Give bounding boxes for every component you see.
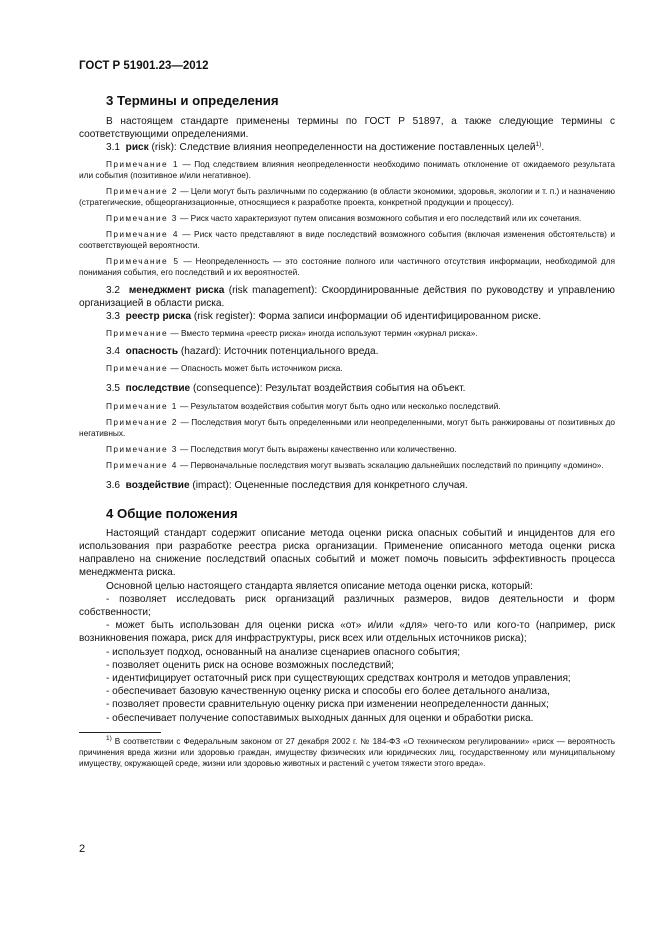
note-text: — Вместо термина «реестр риска» иногда используют термин «журнал риска». [168,328,478,339]
term-definition: (risk register): Форма записи информации об идентифицированном риске. [191,311,542,323]
note-3-1-4 [79,229,615,251]
note-label: Примечание 5 [106,255,180,266]
term-name: опасность [125,346,179,358]
term-definition: (consequence): Результат воздействия события на объект. [190,383,466,395]
term-3-4 [79,345,615,358]
term-3-1: 3.1 риск (risk): Следствие влияния неопределенности на достижение поставленных целей$^{1)}$. [106,141,545,154]
footnote-ref: 1) [535,141,542,149]
term-definition: (impact): Оцененные последствия для конкретного случая. [189,479,468,491]
term-definition: (risk): Следствие влияния неопределенности на достижение поставленных целей [148,142,536,154]
term-number: 3.1 [106,142,121,154]
note-text: — Первоначальные последствия могут вызвать эскалацию дальнейших последствий по принципу «домино». [177,459,604,470]
note-3-3 [79,328,615,339]
term-3-2 [79,284,615,310]
list-item: - позволяет оценить риск на основе возможных последствий; [106,659,394,671]
footnote [79,736,615,769]
term-3-6 [79,479,615,492]
footnote-text: В соответствии с Федеральным законом от 27 декабря 2002 г. № 184-ФЗ «О техническом регулировании» «риск — вероятность причинения вреда жизни или здоровью граждан, имуществу физических или юридических лиц, государственному или муниципальному имуществу, окружающей среде, жизни или здоровью животных и растений с учетом тяжести этого вреда». [79,736,615,768]
list-item: - может быть использован для оценки риска «от» и/или «для» чего-то или кого-то (например, риск возникновения пожара, риск для инфраструктуры, риск всех или отдельных источников риска); [79,620,615,645]
term-number: 3.3 [106,311,121,323]
term-number: 3.6 [106,479,121,491]
section-3-title: 3 Термины и определения [106,93,279,108]
note-3-5-2 [79,417,615,439]
note-3-1-1 [79,159,615,181]
list-item: - идентифицирует остаточный риск при существующих средствах контроля и методов управления; [106,673,571,685]
term-name: воздействие [125,479,190,491]
note-text: — Под следствием влияния неопределенности необходимо понимать отклонение от ожидаемого результата или события (позитивное и/или негативное). [79,158,615,180]
list-item: - позволяет исследовать риск организаций различных размеров, видов деятельности и форм собственности; [79,593,615,619]
term-number: 3.5 [106,383,121,395]
note-label: Примечание 4 [106,228,179,239]
note-text: — Риск часто характеризуют путем описания возможного события и его последствий или их сочетания. [177,212,582,223]
note-3-1-2 [79,186,615,208]
note-3-5-1 [79,401,615,412]
list-item: - обеспечивает базовую качественную оценку риска и способы его более детального анализа, [106,686,550,698]
method-features-list [79,593,615,725]
term-name: менеджмент риска [128,284,225,296]
note-text: — Результатом воздействия события могут быть одно или несколько последствий. [177,400,501,411]
term-name: реестр риска [125,311,192,323]
list-item: - обеспечивает получение сопоставимых выходных данных для оценки и обработки риска. [106,712,534,724]
note-label: Примечание 2 [106,185,178,196]
note-label: Примечание 3 [106,443,178,454]
note-3-5-4 [79,460,615,471]
note-3-1-5 [79,256,615,278]
footnote-mark: 1) [106,734,112,742]
term-name: последствие [125,383,191,395]
page-content [79,90,615,769]
note-3-1-3 [79,213,615,224]
section-4-paragraph-1: Настоящий стандарт содержит описание метода оценки риска опасных событий и инцидентов для его использования при разработке реестра риска организации. Применение описанного метода оценки риска направлено на снижение последствий опасных событий и может помочь повысить эффективность процесса менеджмента риска. [79,527,615,579]
note-label: Примечание 2 [106,416,178,427]
document-header: ГОСТ Р 51901.23—2012 [79,60,209,72]
note-text: — Неопределенность — это состояние полного или частичного отсутствия информации, необходимой для понимания события, его последствий и их вероятностей. [79,255,615,277]
term-name: риск [125,142,149,154]
note-text: — Цели могут быть различными по содержанию (в области экономики, здоровья, экологии и т. п.) и назначению (стратегические, общеорганизационные, относящиеся к разработке проекта, конкретной продукции и процессу). [79,185,615,207]
section-4-title: 4 Общие положения [106,505,238,521]
note-label: Примечание [106,328,169,339]
list-item: - позволяет провести сравнительную оценку риска при изменении неопределенности данных; [106,699,549,711]
note-label: Примечание 3 [106,212,178,223]
section-4-paragraph-2: Основной целью настоящего стандарта является описание метода оценки риска, который: [106,580,533,592]
note-label: Примечание 1 [106,158,179,169]
term-number: 3.2 [106,284,121,296]
term-3-3 [79,310,615,323]
note-text: — Риск часто представляют в виде последствий возможного события (включая изменения обстоятельств) и соответствующей вероятности. [79,228,615,250]
list-item: - использует подход, основанный на анализе сценариев опасного события; [106,646,461,658]
intro-text: В настоящем стандарте применены термины по ГОСТ Р 51897, а также следующие термины с соответствующими определениями. [79,116,615,141]
note-text: — Последствия могут быть выражены качественно или количественно. [177,443,457,454]
note-text: — Последствия могут быть определенными или неопределенными, могут быть ранжированы от позитивных до негативных. [79,416,615,438]
term-definition: (hazard): Источник потенциального вреда. [178,346,379,358]
note-label: Примечание 1 [106,400,178,411]
note-label: Примечание [106,363,169,374]
footnote-divider [79,732,161,733]
page-number: 2 [79,843,86,855]
note-text: — Опасность может быть источником риска. [168,363,343,374]
note-3-5-3 [79,444,615,455]
section-3-intro [79,115,615,141]
term-definition: (risk management): Скоординированные действия по руководству и управлению организацией в области риска. [79,284,616,309]
term-number: 3.4 [106,346,121,358]
note-label: Примечание 4 [106,459,178,470]
note-3-4 [79,363,615,374]
term-3-5 [79,382,615,395]
